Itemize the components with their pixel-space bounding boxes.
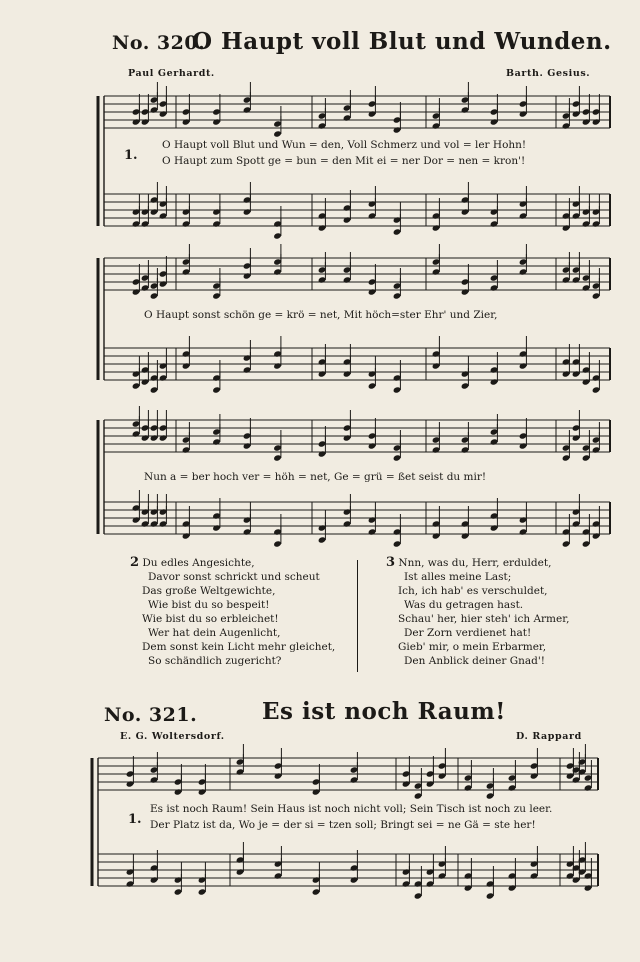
verse-3-line: Den Anblick deiner Gnad'! <box>404 655 545 667</box>
hymn-321-lyric-line-2: Der Platz ist da, Wo je = der si = tzen soll; Bringt sei = ne Gä = ste her! <box>150 819 536 831</box>
hymn-321-title: Es ist noch Raum! <box>262 698 506 725</box>
hymn-320-lyric-line-2: O Haupt zum Spott ge = bun = den Mit ei = ner Dor = nen = kron'! <box>162 155 526 167</box>
verse-3 <box>386 556 569 668</box>
hymn-320-stanza-label: 1. <box>124 148 138 163</box>
hymn-320-lyric-line-1: O Haupt voll Blut und Wun = den, Voll Schmerz und vol = ler Hohn! <box>162 139 527 151</box>
hymn-320-title: O Haupt voll Blut und Wunden. <box>192 28 612 55</box>
hymn-321-lyric-line-1: Es ist noch Raum! Sein Haus ist noch nicht voll; Sein Tisch ist noch zu leer. <box>150 803 553 815</box>
verse-2-line: Dem sonst kein Licht mehr gleichet, <box>142 641 336 653</box>
verse-3-number: 3 <box>386 555 396 570</box>
verse-2-line: 2 Du edles Angesichte, <box>130 555 255 570</box>
verse-3-line: Gieb' mir, o mein Erbarmer, <box>398 641 547 653</box>
hymn-320-lyric-line-4: Nun a = ber hoch ver = höh = net, Ge = grü = ßet seist du mir! <box>144 471 487 483</box>
hymn-320-composer: Barth. Gesius. <box>506 68 591 79</box>
hymn-320-text-author: Paul Gerhardt. <box>128 68 215 79</box>
hymn-321-text-author: E. G. Woltersdorf. <box>120 731 225 742</box>
verse-3-line: Der Zorn verdienet hat! <box>404 627 532 639</box>
hymn-320-lyric-line-3: O Haupt sonst schön ge = krö = net, Mit höch=ster Ehr' und Zier, <box>144 309 498 321</box>
verse-2 <box>130 556 335 668</box>
verse-3-line: Ist alles meine Last; <box>404 571 512 583</box>
hymn-321-stanza-label: 1. <box>128 812 142 827</box>
hymn-321-number: No. 321. <box>104 704 198 726</box>
verse-3-line: Ich, ich hab' es verschuldet, <box>398 585 548 597</box>
verse-2-line: Davor sonst schrickt und scheut <box>148 571 320 583</box>
verse-3-line: Was du getragen hast. <box>404 599 524 611</box>
verse-2-line: Wer hat dein Augenlicht, <box>148 627 281 639</box>
hymn-321-composer: D. Rappard <box>516 731 582 742</box>
verse-2-number: 2 <box>130 555 140 570</box>
verse-3-line: Schau' her, hier steh' ich Armer, <box>398 613 570 625</box>
verse-divider <box>357 560 358 672</box>
verse-2-line: Das große Weltgewichte, <box>142 585 276 597</box>
verse-2-line: Wie bist du so erbleichet! <box>142 613 279 625</box>
verse-3-line: 3 Nnn, was du, Herr, erduldet, <box>386 555 552 570</box>
verse-2-line: Wie bist du so bespeit! <box>148 599 270 611</box>
hymn-320-number: No. 320. <box>112 32 206 54</box>
verse-2-line: So schändlich zugericht? <box>148 655 282 667</box>
